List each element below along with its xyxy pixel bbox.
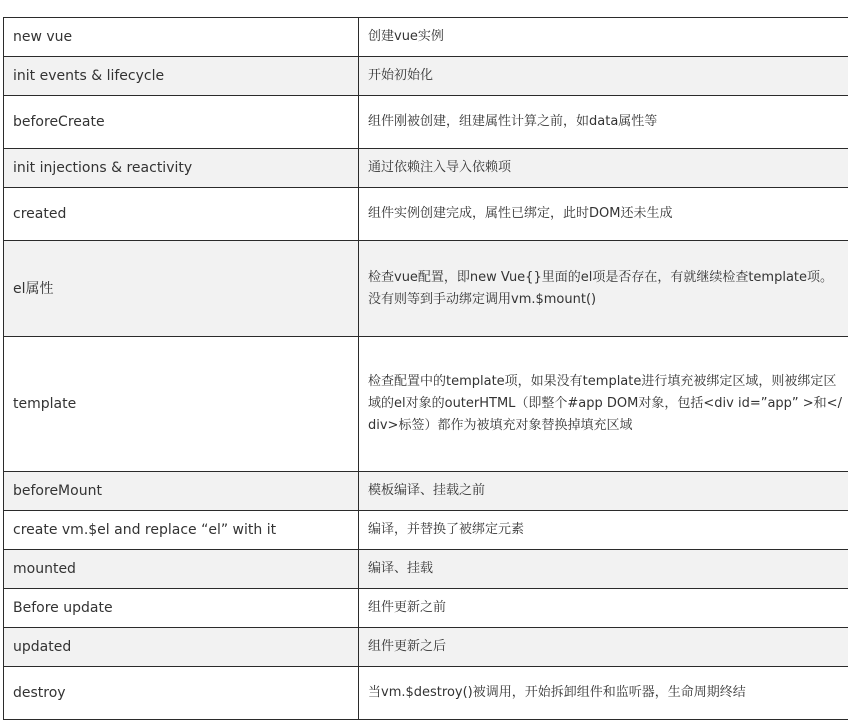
table-row bbox=[4, 57, 848, 96]
hook-name-cell: destroy bbox=[4, 667, 359, 720]
table-row bbox=[4, 550, 848, 589]
hook-name-cell: init injections & reactivity bbox=[4, 149, 359, 188]
hook-name-cell: template bbox=[4, 337, 359, 472]
table-row bbox=[4, 149, 848, 188]
hook-name-cell: Before update bbox=[4, 589, 359, 628]
hook-desc-cell: 开始初始化 bbox=[359, 57, 848, 96]
hook-desc-cell: 编译、挂载 bbox=[359, 550, 848, 589]
hook-name-cell: new vue bbox=[4, 18, 359, 57]
hook-name-cell: beforeMount bbox=[4, 472, 359, 511]
hook-desc-cell: 编译，并替换了被绑定元素 bbox=[359, 511, 848, 550]
hook-name-cell: create vm.$el and replace “el” with it bbox=[4, 511, 359, 550]
table-row bbox=[4, 628, 848, 667]
table-row bbox=[4, 472, 848, 511]
hook-desc-cell: 通过依赖注入导入依赖项 bbox=[359, 149, 848, 188]
table-row bbox=[4, 188, 848, 241]
hook-name-cell: updated bbox=[4, 628, 359, 667]
table-row bbox=[4, 511, 848, 550]
hook-desc-cell: 创建vue实例 bbox=[359, 18, 848, 57]
hook-name-cell: el属性 bbox=[4, 241, 359, 337]
hook-desc-cell: 检查配置中的template项，如果没有template进行填充被绑定区域，则被绑定区域的el对象的outerHTML（即整个#app DOM对象，包括<div id=”app” >和</div>标签）都作为被填充对象替换掉填充区域 bbox=[359, 337, 848, 472]
hook-desc-cell: 模板编译、挂载之前 bbox=[359, 472, 848, 511]
hook-desc-cell: 组件更新之后 bbox=[359, 628, 848, 667]
hook-desc-cell: 组件更新之前 bbox=[359, 589, 848, 628]
table-row bbox=[4, 337, 848, 472]
hook-desc-cell: 检查vue配置，即new Vue{}里面的el项是否存在，有就继续检查template项。没有则等到手动绑定调用vm.$mount() bbox=[359, 241, 848, 337]
table-row bbox=[4, 18, 848, 57]
hook-name-cell: beforeCreate bbox=[4, 96, 359, 149]
hook-name-cell: mounted bbox=[4, 550, 359, 589]
table-row bbox=[4, 589, 848, 628]
table-row bbox=[4, 241, 848, 337]
lifecycle-table bbox=[3, 17, 848, 720]
table-row bbox=[4, 96, 848, 149]
hook-name-cell: created bbox=[4, 188, 359, 241]
hook-desc-cell: 组件实例创建完成，属性已绑定，此时DOM还未生成 bbox=[359, 188, 848, 241]
hook-name-cell: init events & lifecycle bbox=[4, 57, 359, 96]
table-row bbox=[4, 667, 848, 720]
hook-desc-cell: 当vm.$destroy()被调用，开始拆卸组件和监听器，生命周期终结 bbox=[359, 667, 848, 720]
hook-desc-cell: 组件刚被创建，组建属性计算之前，如data属性等 bbox=[359, 96, 848, 149]
